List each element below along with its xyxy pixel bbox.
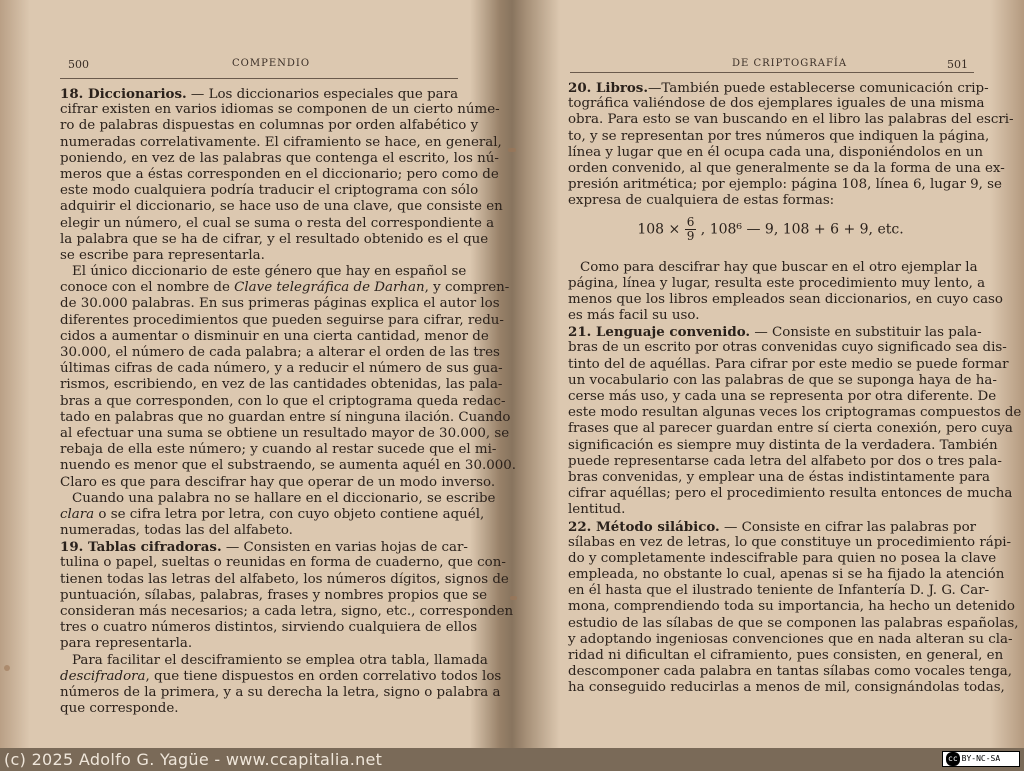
text-line: [60, 328, 489, 345]
text-segment: , y compren-: [424, 280, 510, 296]
left-header-rule: [60, 78, 458, 79]
left-body-text: [60, 86, 517, 717]
text-segment: últimas cifras de cada número, y a reducir el número de sus gua-: [60, 361, 503, 377]
right-page: [512, 0, 1024, 748]
text-line: [568, 259, 978, 276]
text-line: [60, 409, 511, 426]
text-line: [60, 523, 458, 539]
text-line: [60, 215, 495, 232]
section-number: 18.: [60, 86, 84, 102]
text-line: [568, 96, 985, 112]
text-segment: to, y se representan por tres números que indiquen la página,: [568, 128, 990, 144]
text-segment: rismos, escribiendo, en vez de las cantidades obtenidas, las pala-: [60, 377, 503, 393]
text-segment: do y completamente indescifrable para quien no posea la clave: [568, 550, 997, 566]
text-segment: números de la primera, y a su derecha la letra, signo o palabra a: [60, 684, 501, 700]
text-line: [60, 248, 458, 264]
italic-term: Clave telegráfica de Darhan: [234, 280, 425, 296]
text-segment: expresa de cualquiera de estas formas:: [568, 193, 835, 209]
text-segment: en él hasta que el ilustrado teniente de Infantería D. J. G. Car-: [568, 583, 990, 599]
text-segment: línea y lugar que en él ocupa cada una, disponiéndolos en un: [568, 144, 983, 160]
text-segment: bras de un escrito por otras convenidas cuyo significado sea dis-: [568, 340, 1007, 356]
text-segment: — Consisten en varias hojas de car-: [221, 540, 468, 556]
text-segment: mona, comprendiendo toda su importancia, ha hecho un detenido: [568, 599, 1015, 615]
left-running-head: [62, 58, 457, 74]
text-segment: empleada, no obstante lo cual, apenas si se ha fijado la atención: [568, 567, 1005, 583]
text-segment: cifrar aquéllas; pero el procedimiento resulta entonces de mucha: [568, 486, 1013, 502]
fraction-denominator: 9: [686, 228, 695, 243]
text-line: [60, 620, 478, 636]
text-line: [60, 231, 489, 248]
text-line: [60, 506, 485, 523]
cc-icon: cc: [946, 752, 960, 766]
text-line: [568, 583, 990, 599]
text-segment: numeradas correlativamente. El ciframiento se hace, en general,: [60, 134, 502, 150]
text-segment: al efectuar una suma se obtiene un resultado mayor de 30.000, se: [60, 425, 510, 441]
text-line: [60, 393, 506, 410]
text-segment: frases que al parecer guardan entre sí cierta conexión, pero cuya: [568, 421, 1013, 437]
text-line: [568, 356, 1009, 373]
text-segment: de 30.000 palabras. En sus primeras páginas explica el autor los: [60, 296, 500, 312]
text-segment: presión aritmética; por ejemplo: página 108, línea 6, lugar 9, se: [568, 177, 1002, 193]
text-segment: —También puede establecerse comunicación crip-: [648, 81, 989, 96]
formula-part-1: 108 ×: [637, 221, 681, 237]
text-line: [568, 324, 982, 341]
text-line: [568, 291, 1003, 308]
text-line: [568, 128, 990, 145]
right-text-after-formula: [568, 259, 1022, 697]
text-segment: tienen todas las letras del alfabeto, los números dígitos, signos de: [60, 571, 509, 587]
text-segment: es más facil su uso.: [568, 308, 700, 324]
gutter-mark: [508, 148, 516, 152]
text-segment: orden convenido, al que generalmente se da la forma de una ex-: [568, 160, 1005, 176]
fraction-numerator: 6: [686, 214, 695, 229]
text-segment: numeradas, todas las del alfabeto.: [60, 523, 293, 539]
text-segment: Cuando una palabra no se hallare en el diccionario, se escribe: [72, 490, 496, 506]
text-line: [60, 280, 510, 296]
text-segment: — Consiste en substituir las pala-: [750, 325, 982, 341]
text-segment: nuendo es menor que el substraendo, se aumenta aquél en 30.000.: [60, 458, 517, 474]
text-segment: y adoptando ingeniosas convenciones que en nada alteran su cla-: [568, 631, 1013, 647]
text-line: [568, 550, 997, 567]
text-segment: adquirir el diccionario, se hace uso de una clave, que consiste en: [60, 199, 503, 215]
text-segment: puntuación, sílabas, palabras, frases y nombres propios que se: [60, 587, 488, 603]
text-segment: diferentes procedimientos que pueden seguirse para cifrar, redu-: [60, 312, 504, 328]
text-segment: tado en palabras que no guardan entre sí ninguna ilación. Cuando: [60, 409, 511, 425]
text-line: [60, 199, 503, 215]
text-segment: — Consiste en cifrar las palabras por: [719, 519, 977, 535]
text-segment: cerse más uso, y cada una se representa por otra diferente. De: [568, 389, 997, 404]
text-line: [568, 680, 1005, 696]
text-line: [568, 615, 1019, 632]
text-line: [568, 340, 1007, 356]
section-number: 19.: [60, 539, 84, 556]
text-segment: ro de palabras dispuestas en columnas por orden alfabético y: [60, 118, 479, 134]
text-line: [60, 701, 458, 717]
text-segment: bras a que corresponden, con lo que el criptograma queda redac-: [60, 393, 506, 409]
text-line: [60, 604, 514, 620]
text-segment: El único diccionario de este género que hay en español se: [72, 264, 467, 280]
license-text: BY-NC-SA: [961, 754, 1001, 763]
text-segment: este modo resultan algunas veces los criptogramas compuestos de: [568, 405, 1022, 421]
section-number: 22.: [568, 518, 592, 535]
text-line: [60, 425, 510, 442]
text-line: [60, 490, 496, 507]
text-line: [568, 275, 986, 292]
text-segment: consideran más necesarios; a cada letra, signo, etc., corresponden: [60, 604, 514, 619]
text-line: [60, 474, 496, 491]
text-line: [60, 668, 502, 685]
text-line: [568, 648, 1004, 664]
text-line: [568, 486, 1013, 502]
text-segment: la palabra que se ha de cifrar, y el resultado obtenido es el que: [60, 231, 489, 247]
section-heading: Tablas cifradoras.: [83, 539, 222, 556]
left-running-title: COMPENDIO: [232, 58, 311, 69]
text-segment: ridad ni dificultan el ciframiento, pues consisten, en general, en: [568, 648, 1004, 663]
text-line: [60, 264, 467, 280]
text-segment: descomponer cada palabra en tantas sílabas como vocales tenga,: [568, 664, 1012, 680]
text-segment: meros que a éstas corresponden en el diccionario; pero como de: [60, 166, 499, 182]
text-line: [60, 166, 499, 183]
italic-term: clara: [60, 506, 95, 522]
text-line: [568, 469, 991, 486]
text-line: [568, 664, 1012, 680]
text-segment: Para facilitar el desciframiento se emplea otra tabla, llamada: [72, 652, 488, 668]
text-segment: o se cifra letra por letra, con cuyo objeto contiene aquél,: [94, 506, 485, 522]
text-line: [60, 684, 501, 701]
text-segment: poniendo, en vez de las palabras que contenga el escrito, los nú-: [60, 150, 499, 166]
text-line: [60, 652, 488, 669]
text-line: [568, 437, 998, 454]
text-line: [60, 539, 468, 556]
text-line: [568, 421, 1013, 437]
text-line: [60, 571, 509, 588]
text-line: [568, 160, 1005, 177]
text-segment: ha conseguido reducirlas a menos de mil, consignándolas todas,: [568, 680, 1005, 696]
right-body-text: [568, 80, 1022, 697]
text-line: [60, 377, 503, 393]
text-segment: Como para descifrar hay que buscar en el otro ejemplar la: [580, 259, 978, 275]
text-line: [568, 453, 1002, 470]
text-segment: estudio de las sílabas de que se componen las palabras españolas,: [568, 615, 1019, 631]
text-line: [60, 587, 488, 604]
section-number: 21.: [568, 324, 592, 341]
text-segment: lentitud.: [568, 502, 626, 518]
text-line: [568, 112, 1014, 128]
text-segment: cidos a aumentar o disminuir en una cierta cantidad, menor de: [60, 328, 489, 344]
text-line: [568, 534, 1012, 551]
text-segment: conoce con el nombre de: [60, 280, 235, 296]
text-segment: un vocabulario con las palabras de que se suponga haya de ha-: [568, 372, 997, 388]
text-segment: — Los diccionarios especiales que para: [186, 87, 459, 102]
text-line: [60, 86, 458, 102]
text-line: [568, 518, 977, 535]
gutter-mark: [510, 596, 517, 600]
text-line: [60, 555, 506, 571]
text-segment: este modo cualquiera podría traducir el criptograma con sólo: [60, 183, 479, 199]
text-segment: 30.000, el número de cada palabra; a alterar el orden de las tres: [60, 345, 500, 360]
text-line: [568, 502, 973, 518]
text-segment: sílabas en vez de letras, lo que constituye un procedimiento rápi-: [568, 534, 1012, 550]
text-line: [568, 308, 973, 324]
arithmetic-formula: [568, 210, 973, 260]
text-segment: tinto del de aquéllas. Para cifrar por este medio se puede formar: [568, 356, 1009, 372]
text-line: [568, 599, 1015, 615]
text-segment: puede representarse cada letra del alfabeto por dos o tres pala-: [568, 453, 1002, 469]
formula-part-2: , 108⁶ — 9, 108 + 6 + 9, etc.: [700, 221, 904, 237]
text-segment: se escribe para representarla.: [60, 247, 265, 263]
text-line: [60, 296, 500, 312]
paper-stain: [4, 665, 10, 671]
section-number: 20.: [568, 80, 592, 96]
right-page-number: 501: [947, 58, 968, 71]
text-segment: cifrar existen en varios idiomas se componen de un cierto núme-: [60, 102, 500, 118]
watermark-bar: [0, 748, 1024, 771]
text-line: [568, 144, 983, 161]
text-line: [568, 567, 1005, 583]
text-line: [60, 442, 497, 458]
text-line: [568, 631, 1013, 648]
text-segment: bras convenidas, y emplear una de éstas indistintamente para: [568, 469, 991, 485]
text-line: [60, 150, 499, 167]
section-heading: Lenguaje convenido.: [591, 324, 751, 341]
text-segment: Claro es que para descifrar hay que operar de un modo inverso.: [60, 474, 496, 490]
right-text-before-formula: [568, 80, 1014, 210]
text-line: [60, 458, 517, 474]
right-header-rule: [570, 72, 974, 73]
text-line: [568, 177, 1002, 193]
text-line: [60, 183, 479, 199]
text-segment: tres o cuatro números distintos, sirviendo cualquiera de ellos: [60, 620, 478, 636]
text-line: [60, 345, 500, 361]
text-line: [60, 636, 458, 652]
formula-fraction: [685, 216, 697, 243]
text-segment: que corresponde.: [60, 701, 179, 717]
text-segment: para representarla.: [60, 636, 193, 652]
text-line: [568, 405, 1022, 421]
text-segment: significación es siempre muy distinta de la verdadera. También: [568, 437, 998, 453]
right-running-title: DE CRIPTOGRAFÍA: [732, 58, 848, 69]
text-line: [568, 80, 989, 96]
section-heading: Método silábico.: [591, 518, 720, 535]
text-line: [60, 312, 504, 329]
text-segment: tográfica valiéndose de dos ejemplares iguales de una misma: [568, 96, 985, 112]
copyright-text: (c) 2025 Adolfo G. Yagüe - www.ccapitalia.net: [4, 750, 383, 769]
text-segment: obra. Para esto se van buscando en el libro las palabras del escri-: [568, 112, 1014, 128]
section-heading: Libros.: [591, 80, 649, 96]
section-heading: Diccionarios.: [83, 86, 187, 102]
left-page: [0, 0, 517, 748]
text-segment: página, línea y lugar, resulta este procedimiento muy lento, a: [568, 275, 986, 291]
text-segment: tulina o papel, sueltas o reunidas en forma de cuaderno, que con-: [60, 555, 506, 571]
text-line: [568, 372, 997, 389]
text-segment: elegir un número, el cual se suma o resta del correspondiente a: [60, 215, 495, 231]
text-line: [568, 389, 997, 405]
text-line: [60, 361, 503, 377]
text-segment: , que tiene dispuestos en orden correlativo todos los: [145, 668, 502, 684]
left-page-number: 500: [68, 58, 89, 71]
cc-license-badge[interactable]: [942, 751, 1020, 767]
text-segment: rebaja de ella este número; y cuando al restar sucede que el mi-: [60, 442, 497, 458]
text-segment: menos que los libros empleados sean diccionarios, en cuyo caso: [568, 291, 1003, 307]
text-line: [60, 118, 479, 134]
text-line: [568, 193, 973, 209]
italic-term: descifradora: [60, 668, 146, 684]
text-line: [60, 102, 500, 118]
text-line: [60, 134, 502, 151]
